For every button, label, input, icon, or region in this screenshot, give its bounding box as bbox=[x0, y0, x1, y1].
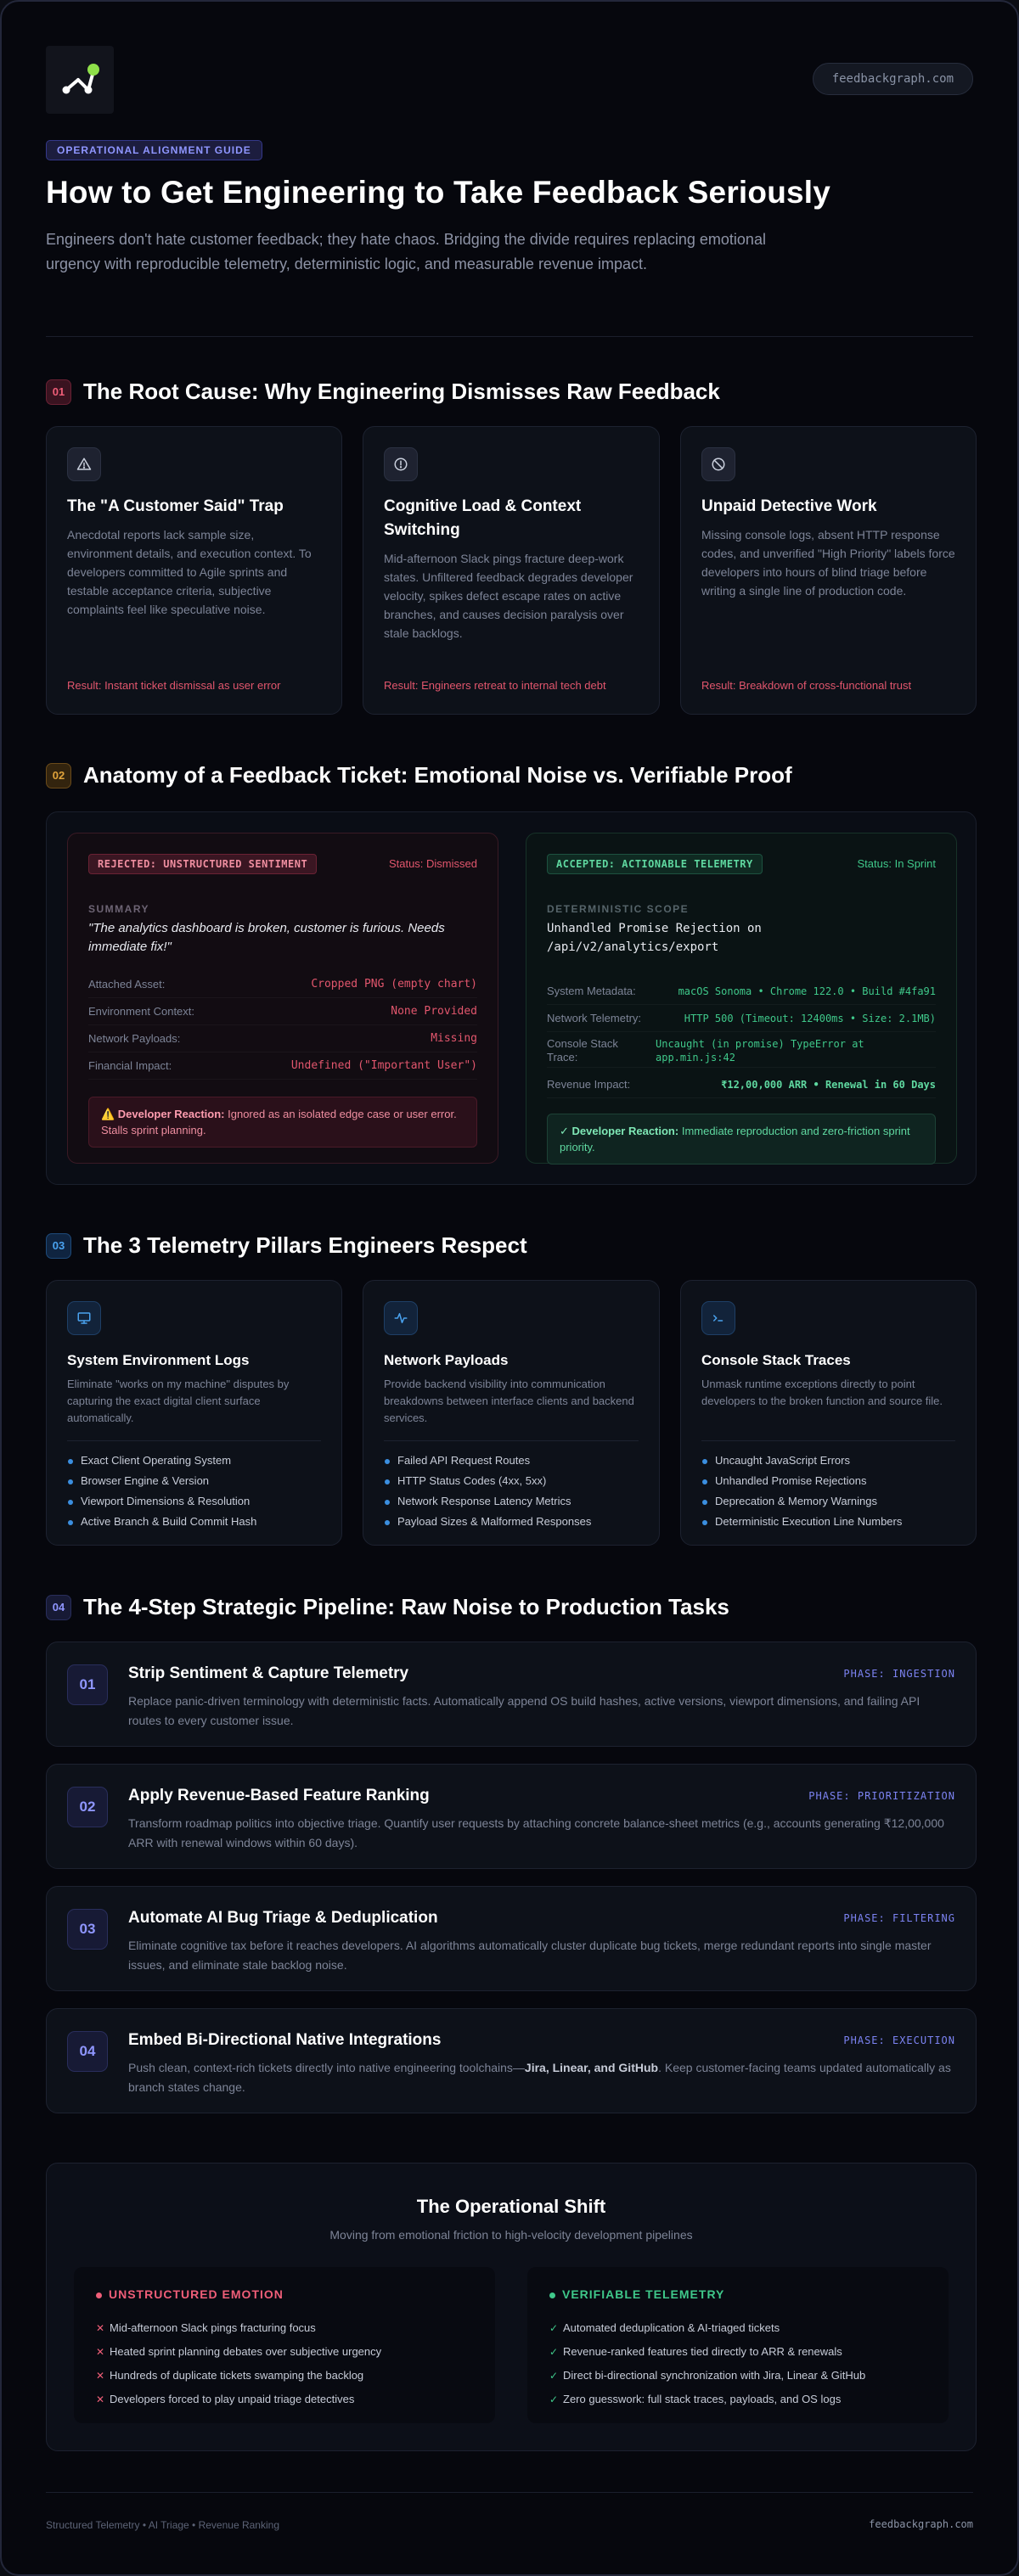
pillar-title: Console Stack Traces bbox=[701, 1352, 851, 1368]
ticket-status: Status: Dismissed bbox=[388, 857, 477, 870]
field-label: Financial Impact: bbox=[88, 1059, 172, 1072]
ticket-field-row bbox=[547, 1005, 936, 1032]
pillar-list bbox=[384, 1451, 639, 1532]
reaction-text: Ignored as an isolated edge case or user error. Stalls sprint planning. bbox=[101, 1108, 457, 1136]
pipeline-step bbox=[46, 2008, 977, 2113]
reaction-text: Immediate reproduction and zero-friction sprint priority. bbox=[560, 1125, 910, 1153]
scope-label: DETERMINISTIC SCOPE bbox=[547, 903, 690, 915]
alert-circle-icon bbox=[384, 447, 418, 481]
step-phase: PHASE: PRIORITIZATION bbox=[808, 1790, 955, 1802]
card-body: Mid-afternoon Slack pings fracture deep-work states. Unfiltered feedback degrades developer velocity, spikes defect escape rates on active branches, and causes decision paralysis over stale backlogs. bbox=[384, 552, 633, 640]
card-result: Result: Breakdown of cross-functional trust bbox=[701, 679, 912, 692]
check-icon: ✓ bbox=[549, 2370, 559, 2382]
rejected-ticket bbox=[67, 833, 498, 1164]
section-header-pipeline bbox=[46, 1594, 729, 1620]
root-cause-card bbox=[363, 426, 660, 715]
divider bbox=[46, 2492, 973, 2493]
toolchain-names: Jira, Linear, and GitHub bbox=[524, 2061, 659, 2074]
item-text: Revenue-ranked features tied directly to ARR & renewals bbox=[563, 2345, 842, 2358]
page-subtitle: Engineers don't hate customer feedback; they hate chaos. Bridging the divide requires replacing emotional urgency with reproducible telemetry, deterministic logic, and measurable revenue impact. bbox=[46, 231, 766, 272]
green-dot-icon bbox=[549, 2293, 555, 2298]
ticket-field-row bbox=[88, 1025, 477, 1052]
field-label: Attached Asset: bbox=[88, 978, 166, 991]
step-phase: PHASE: FILTERING bbox=[843, 1912, 955, 1924]
pipeline-step bbox=[46, 1642, 977, 1747]
section-number: 01 bbox=[46, 379, 71, 405]
check-icon: ✓ bbox=[549, 2346, 559, 2358]
activity-icon bbox=[384, 1301, 418, 1335]
card-body: Missing console logs, absent HTTP response codes, and unverified "High Priority" labels force developers into hours of blind triage before writing a single line of production code. bbox=[701, 528, 955, 598]
card-title: Unpaid Detective Work bbox=[701, 497, 877, 515]
root-cause-card bbox=[680, 426, 977, 715]
step-description-text: . Keep customer-facing teams updated automatically as branch states change. bbox=[128, 2061, 951, 2094]
ticket-field-row bbox=[88, 971, 477, 998]
field-value: None Provided bbox=[391, 1005, 477, 1018]
list-item bbox=[549, 2364, 865, 2388]
summary-quote: "The analytics dashboard is broken, customer is furious. Needs immediate fix!" bbox=[88, 921, 445, 954]
list-item: Uncaught JavaScript Errors bbox=[701, 1451, 955, 1471]
accepted-ticket bbox=[526, 833, 957, 1164]
field-label: Console Stack Trace: bbox=[547, 1037, 618, 1064]
step-title: Strip Sentiment & Capture Telemetry bbox=[128, 1664, 409, 1682]
column-title-text: UNSTRUCTURED EMOTION bbox=[109, 2287, 284, 2301]
emotion-column bbox=[74, 2267, 495, 2423]
card-title: Cognitive Load & Context Switching bbox=[384, 497, 582, 539]
warning-triangle-icon bbox=[67, 447, 101, 481]
telemetry-list bbox=[549, 2316, 865, 2411]
graph-logo-icon bbox=[46, 46, 114, 114]
card-title: The "A Customer Said" Trap bbox=[67, 497, 284, 515]
ticket-field-row bbox=[88, 998, 477, 1025]
item-text: Direct bi-directional synchronization with Jira, Linear & GitHub bbox=[563, 2369, 866, 2382]
list-item: Viewport Dimensions & Resolution bbox=[67, 1491, 321, 1512]
list-item: HTTP Status Codes (4xx, 5xx) bbox=[384, 1471, 639, 1491]
pillar-body: Provide backend visibility into communication breakdowns between interface clients and backend services. bbox=[384, 1378, 634, 1424]
field-value: Undefined ("Important User") bbox=[290, 1059, 477, 1072]
list-item: Unhandled Promise Rejections bbox=[701, 1471, 955, 1491]
ticket-field-row bbox=[547, 1034, 936, 1068]
section-number: 03 bbox=[46, 1233, 71, 1259]
section-number: 04 bbox=[46, 1595, 71, 1620]
footer-domain-link[interactable]: feedbackgraph.com bbox=[869, 2518, 973, 2530]
section-number: 02 bbox=[46, 763, 71, 789]
step-description: Transform roadmap politics into objective triage. Quantify user requests by attaching concrete balance-sheet metrics (e.g., accounts generating ₹12,00,000 ARR with renewal windows within 60 days). bbox=[128, 1816, 944, 1849]
list-item bbox=[549, 2316, 865, 2340]
ticket-field-row bbox=[547, 1071, 936, 1098]
field-label: Network Payloads: bbox=[88, 1032, 181, 1045]
terminal-icon bbox=[701, 1301, 735, 1335]
ticket-field-row bbox=[547, 978, 936, 1005]
list-item: Failed API Request Routes bbox=[384, 1451, 639, 1471]
item-text: Zero guesswork: full stack traces, payloads, and OS logs bbox=[563, 2393, 842, 2405]
ticket-field-row bbox=[88, 1052, 477, 1080]
pillar-card bbox=[46, 1280, 342, 1546]
field-label: Network Telemetry: bbox=[547, 1012, 642, 1024]
pillar-list bbox=[701, 1451, 955, 1532]
item-text: Automated deduplication & AI-triaged tickets bbox=[563, 2321, 780, 2334]
section-title: The 4-Step Strategic Pipeline: Raw Noise to Production Tasks bbox=[83, 1594, 729, 1619]
list-item: Payload Sizes & Malformed Responses bbox=[384, 1512, 639, 1532]
field-label: Environment Context: bbox=[88, 1005, 195, 1018]
check-icon: ✓ bbox=[549, 2394, 559, 2405]
reaction-label: ⚠️ Developer Reaction: bbox=[101, 1108, 225, 1120]
item-text: Mid-afternoon Slack pings fracturing focus bbox=[110, 2321, 316, 2334]
item-text: Developers forced to play unpaid triage detectives bbox=[110, 2393, 355, 2405]
pipeline-step bbox=[46, 1886, 977, 1991]
field-value: ₹12,00,000 ARR • Renewal in 60 Days bbox=[721, 1078, 936, 1091]
item-text: Hundreds of duplicate tickets swamping the backlog bbox=[110, 2369, 364, 2382]
step-description-text: Push clean, context-rich tickets directly into native engineering toolchains— bbox=[128, 2061, 525, 2074]
cross-icon: ✕ bbox=[96, 2370, 105, 2382]
step-number: 02 bbox=[67, 1787, 108, 1827]
pillar-title: Network Payloads bbox=[384, 1352, 509, 1368]
cross-icon: ✕ bbox=[96, 2322, 105, 2334]
emotion-list bbox=[96, 2316, 381, 2411]
field-value: Uncaught (in promise) TypeError at app.min.js:42 bbox=[656, 1038, 864, 1064]
ticket-status: Status: In Sprint bbox=[857, 857, 936, 870]
card-body: Anecdotal reports lack sample size, environment details, and execution context. To developers committed to Agile sprints and testable acceptance criteria, subjective complaints feel like speculative noise. bbox=[67, 528, 312, 616]
section-title: The Root Cause: Why Engineering Dismisses Raw Feedback bbox=[83, 379, 720, 404]
list-item bbox=[549, 2340, 865, 2364]
scope-value: Unhandled Promise Rejection on /api/v2/analytics/export bbox=[547, 922, 762, 954]
telemetry-column bbox=[527, 2267, 949, 2423]
section-header-root-cause bbox=[46, 379, 720, 405]
step-description: Eliminate cognitive tax before it reaches developers. AI algorithms automatically cluster duplicate bug tickets, merge redundant reports into single master issues, and eliminate stale backlog noise. bbox=[128, 1939, 932, 1972]
list-item: Deterministic Execution Line Numbers bbox=[701, 1512, 955, 1532]
divider bbox=[67, 1440, 321, 1441]
divider bbox=[46, 336, 973, 337]
list-item: Network Response Latency Metrics bbox=[384, 1491, 639, 1512]
step-number: 01 bbox=[67, 1664, 108, 1705]
cross-icon: ✕ bbox=[96, 2394, 105, 2405]
column-title bbox=[549, 2287, 724, 2301]
section-header-pillars bbox=[46, 1232, 527, 1259]
ban-icon bbox=[701, 447, 735, 481]
step-number: 04 bbox=[67, 2031, 108, 2072]
cross-icon: ✕ bbox=[96, 2346, 105, 2358]
page-title: How to Get Engineering to Take Feedback Seriously bbox=[46, 175, 831, 210]
divider bbox=[701, 1440, 955, 1441]
ticket-comparison bbox=[46, 811, 977, 1185]
section-title: The 3 Telemetry Pillars Engineers Respect bbox=[83, 1232, 527, 1258]
list-item bbox=[549, 2388, 865, 2411]
footer-tagline: Structured Telemetry • AI Triage • Revenue Ranking bbox=[46, 2519, 279, 2531]
list-item bbox=[96, 2340, 381, 2364]
step-phase: PHASE: INGESTION bbox=[843, 1668, 955, 1680]
brand-logo[interactable] bbox=[46, 46, 114, 114]
developer-reaction bbox=[547, 1114, 936, 1165]
card-result: Result: Instant ticket dismissal as user error bbox=[67, 679, 281, 692]
operational-shift-panel bbox=[46, 2163, 977, 2451]
section-title: Anatomy of a Feedback Ticket: Emotional Noise vs. Verifiable Proof bbox=[83, 762, 792, 788]
step-title: Apply Revenue-Based Feature Ranking bbox=[128, 1787, 430, 1804]
step-title: Embed Bi-Directional Native Integrations bbox=[128, 2031, 442, 2049]
pillar-card bbox=[680, 1280, 977, 1546]
shift-title: The Operational Shift bbox=[416, 2196, 606, 2217]
list-item bbox=[96, 2364, 381, 2388]
guide-badge: OPERATIONAL ALIGNMENT GUIDE bbox=[46, 140, 262, 160]
field-value: macOS Sonoma • Chrome 122.0 • Build #4fa91 bbox=[678, 985, 936, 997]
list-item: Exact Client Operating System bbox=[67, 1451, 321, 1471]
accepted-badge: ACCEPTED: ACTIONABLE TELEMETRY bbox=[547, 854, 763, 874]
developer-reaction bbox=[88, 1097, 477, 1148]
list-item bbox=[96, 2388, 381, 2411]
list-item: Deprecation & Memory Warnings bbox=[701, 1491, 955, 1512]
pillar-title: System Environment Logs bbox=[67, 1352, 250, 1368]
check-icon: ✓ bbox=[549, 2322, 559, 2334]
divider bbox=[384, 1440, 639, 1441]
list-item bbox=[96, 2316, 381, 2340]
pillar-body: Eliminate "works on my machine" disputes by capturing the exact digital client surface automatically. bbox=[67, 1378, 290, 1424]
pillar-list bbox=[67, 1451, 321, 1532]
step-title: Automate AI Bug Triage & Deduplication bbox=[128, 1909, 438, 1927]
red-dot-icon bbox=[96, 2293, 102, 2298]
field-label: Revenue Impact: bbox=[547, 1078, 631, 1091]
step-description bbox=[128, 2058, 955, 2097]
step-phase: PHASE: EXECUTION bbox=[843, 2034, 955, 2046]
reaction-label: ✓ Developer Reaction: bbox=[560, 1125, 679, 1137]
step-description: Replace panic-driven terminology with deterministic facts. Automatically append OS build hashes, active versions, viewport dimensions, and failing API routes to every customer issue. bbox=[128, 1694, 920, 1727]
column-title bbox=[96, 2287, 284, 2301]
shift-subtitle: Moving from emotional friction to high-velocity development pipelines bbox=[329, 2228, 693, 2242]
field-value: HTTP 500 (Timeout: 12400ms • Size: 2.1MB) bbox=[684, 1012, 936, 1024]
root-cause-card bbox=[46, 426, 342, 715]
pillar-card bbox=[363, 1280, 660, 1546]
pillar-body: Unmask runtime exceptions directly to point developers to the broken function and source file. bbox=[701, 1378, 943, 1407]
field-value: Cropped PNG (empty chart) bbox=[311, 978, 477, 991]
column-title-text: VERIFIABLE TELEMETRY bbox=[562, 2287, 725, 2301]
section-header-anatomy bbox=[46, 762, 792, 789]
list-item: Active Branch & Build Commit Hash bbox=[67, 1512, 321, 1532]
domain-pill[interactable]: feedbackgraph.com bbox=[813, 63, 973, 95]
field-value: Missing bbox=[431, 1032, 477, 1045]
rejected-badge: REJECTED: UNSTRUCTURED SENTIMENT bbox=[88, 854, 317, 874]
card-result: Result: Engineers retreat to internal tech debt bbox=[384, 679, 606, 692]
monitor-icon bbox=[67, 1301, 101, 1335]
list-item: Browser Engine & Version bbox=[67, 1471, 321, 1491]
summary-label: SUMMARY bbox=[88, 903, 150, 915]
step-number: 03 bbox=[67, 1909, 108, 1950]
field-label: System Metadata: bbox=[547, 985, 636, 997]
item-text: Heated sprint planning debates over subjective urgency bbox=[110, 2345, 382, 2358]
pipeline-step bbox=[46, 1764, 977, 1869]
